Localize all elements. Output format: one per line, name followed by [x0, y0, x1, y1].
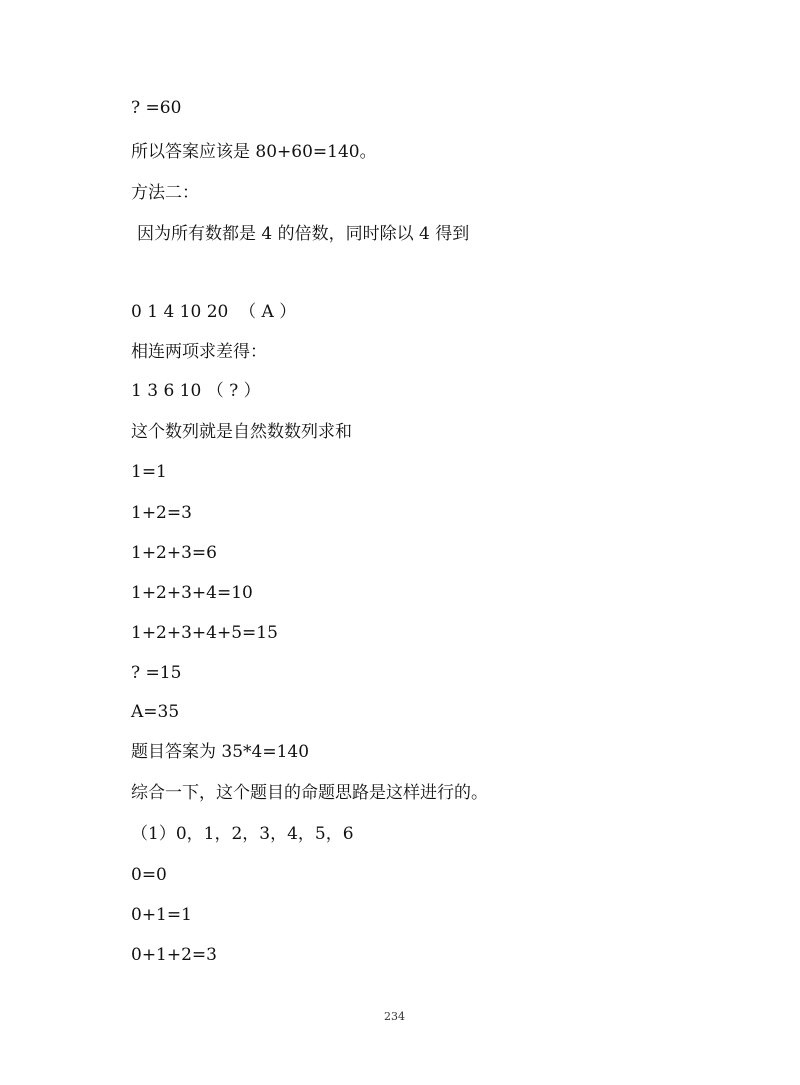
text-line: 1+2+3+4+5=15 [131, 623, 278, 643]
text-line: 1+2+3+4=10 [131, 583, 253, 603]
text-line: 0 1 4 10 20 （ A ） [131, 302, 297, 322]
text-line: 0=0 [131, 865, 167, 885]
text-line: 所以答案应该是 80+60=140。 [131, 142, 377, 162]
text-line: 这个数列就是自然数数列求和 [131, 422, 352, 442]
text-line: 因为所有数都是 4 的倍数，同时除以 4 得到 [137, 224, 470, 244]
text-line: 1+2+3=6 [131, 543, 217, 563]
text-line: 1=1 [131, 462, 167, 482]
text-line: A=35 [131, 702, 180, 722]
text-line: 1+2=3 [131, 503, 192, 523]
text-line: 相连两项求差得： [131, 342, 267, 362]
text-line: 0+1=1 [131, 905, 192, 925]
text-line: ? =15 [131, 663, 182, 683]
text-line: （1）0，1，2，3，4，5，6 [131, 824, 354, 844]
text-line: 方法二： [131, 183, 199, 203]
text-line: 综合一下，这个题目的命题思路是这样进行的。 [131, 783, 488, 803]
text-line: 0+1+2=3 [131, 945, 217, 965]
page-number: 234 [384, 1010, 405, 1023]
text-line: 题目答案为 35*4=140 [131, 742, 310, 762]
text-line: 1 3 6 10 （ ? ） [131, 381, 261, 401]
text-line: ? =60 [131, 98, 182, 118]
